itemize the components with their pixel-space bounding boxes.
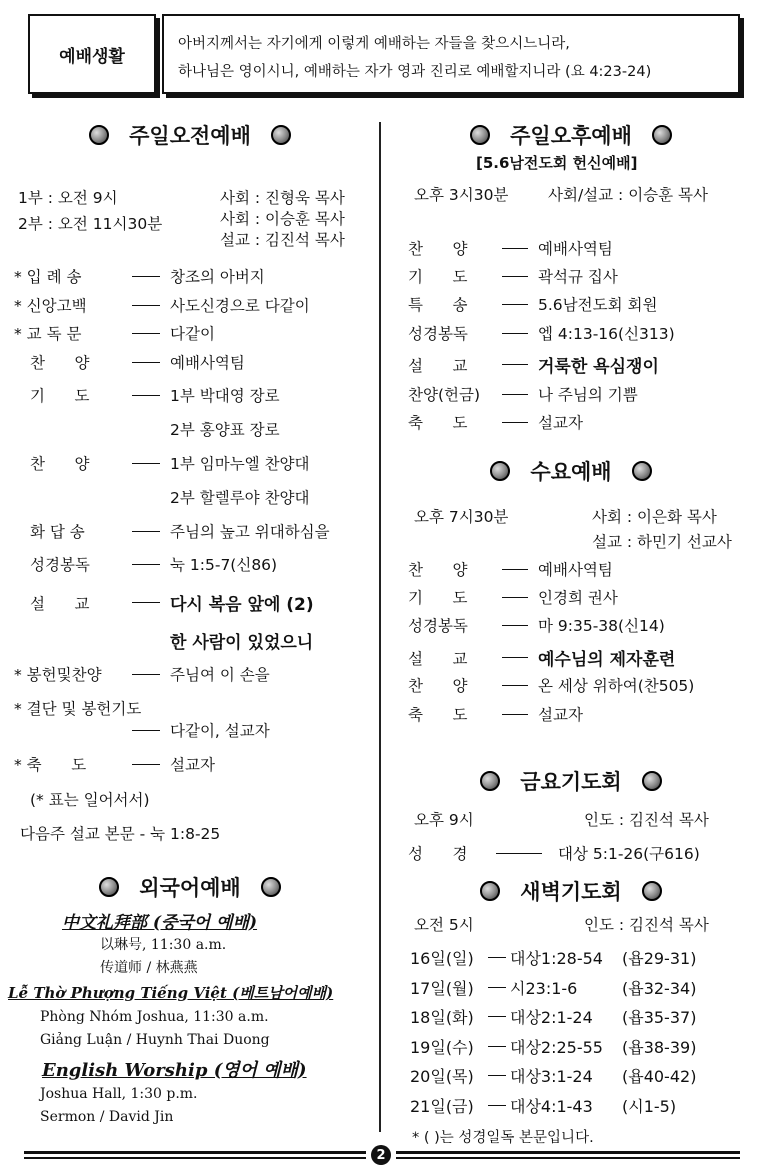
footer-rule-left bbox=[24, 1151, 366, 1159]
header-verse bbox=[162, 14, 740, 94]
dawn-day: 16일(일) bbox=[410, 949, 474, 968]
order-item-label: * 축 도 bbox=[14, 756, 87, 774]
bullet-icon bbox=[490, 461, 510, 481]
order-item-label: 축 도 bbox=[408, 706, 468, 724]
dash-line bbox=[502, 333, 528, 334]
dash-line bbox=[132, 276, 160, 277]
afternoon-title: 주일오후예배 bbox=[382, 120, 760, 150]
bullet-icon bbox=[261, 877, 281, 897]
order-item-label: * 결단 및 봉헌기도 bbox=[14, 700, 142, 718]
order-item-label: 찬 양 bbox=[30, 354, 90, 372]
order-item-value: 곽석규 집사 bbox=[538, 268, 618, 286]
order-item bbox=[30, 452, 310, 474]
order-item bbox=[30, 628, 313, 653]
dash-line bbox=[132, 531, 160, 532]
order-item-label: 기 도 bbox=[30, 387, 90, 405]
dash-line bbox=[502, 569, 528, 570]
order-item-label: 설 교 bbox=[30, 594, 90, 613]
order-item-label: * 봉헌및찬양 bbox=[14, 666, 102, 684]
footer-rule-right bbox=[396, 1151, 740, 1159]
order-item bbox=[408, 645, 675, 670]
friday-time: 오후 9시 bbox=[414, 811, 474, 829]
order-item bbox=[408, 383, 638, 405]
dawn-day: 20일(목) bbox=[410, 1067, 474, 1086]
dash-line bbox=[502, 657, 528, 658]
bullet-icon bbox=[642, 881, 662, 901]
foreign-title: 외국어예배 bbox=[0, 872, 380, 902]
dawn-title: 새벽기도회 bbox=[382, 876, 760, 906]
dash-line bbox=[488, 957, 506, 958]
page-number: 2 bbox=[371, 1145, 391, 1165]
order-item-value: 2부 할렐루야 찬양대 bbox=[170, 489, 310, 507]
order-item-value: 인경희 권사 bbox=[538, 589, 618, 607]
morning-note: (* 표는 일어서서) bbox=[30, 791, 150, 809]
english-line-2: Sermon / David Jin bbox=[40, 1109, 174, 1125]
order-item bbox=[14, 265, 265, 287]
order-item-label: * 교 독 문 bbox=[14, 325, 82, 343]
order-item bbox=[408, 586, 618, 608]
dash-line bbox=[132, 674, 160, 675]
friday-bible-row bbox=[408, 842, 700, 864]
vietnamese-line-2: Giảng Luận / Huynh Thai Duong bbox=[40, 1032, 270, 1048]
column-divider bbox=[379, 122, 381, 1132]
order-item-value: 예수님의 제자훈련 bbox=[538, 650, 676, 670]
morning-title: 주일오전예배 bbox=[0, 120, 380, 150]
dash-line bbox=[502, 685, 528, 686]
dash-line bbox=[502, 364, 528, 365]
dawn-day: 19일(수) bbox=[410, 1037, 474, 1057]
dash-line bbox=[488, 1046, 506, 1047]
dash-line bbox=[488, 1105, 506, 1106]
chinese-line-1: 以琳号, 11:30 a.m. bbox=[100, 937, 227, 953]
order-item-label: 찬양(헌금) bbox=[408, 386, 480, 404]
dawn-day: 17일(월) bbox=[410, 978, 474, 998]
order-item bbox=[408, 558, 613, 580]
afternoon-subtitle: [5.6남전도회 헌신예배] bbox=[476, 154, 638, 172]
morning-time-1: 1부 : 오전 9시 bbox=[18, 189, 118, 207]
morning-role-1: 사회 : 진형욱 목사 bbox=[220, 189, 345, 207]
dawn-day-row bbox=[410, 1064, 696, 1087]
bullet-icon bbox=[632, 461, 652, 481]
english-title: English Worship (영어 예배) bbox=[42, 1060, 307, 1081]
friday-bible-value: 대상 5:1-26(구616) bbox=[558, 845, 700, 863]
dawn-extra: (욥38-39) bbox=[622, 1037, 697, 1057]
order-item bbox=[408, 411, 583, 433]
order-item-label: 찬 양 bbox=[30, 455, 90, 473]
dash-line bbox=[132, 463, 160, 464]
order-item bbox=[30, 719, 270, 741]
order-item bbox=[30, 486, 310, 508]
order-item-value: 거룩한 욕심쟁이 bbox=[538, 357, 659, 377]
order-item-label: 찬 양 bbox=[408, 677, 468, 695]
dawn-day-row bbox=[410, 946, 696, 969]
order-item-value: 창조의 아버지 bbox=[170, 268, 265, 286]
bullet-icon bbox=[480, 771, 500, 791]
order-item bbox=[30, 351, 245, 373]
morning-time-2: 2부 : 오전 11시30분 bbox=[18, 215, 163, 233]
order-item-label: 찬 양 bbox=[408, 561, 468, 579]
order-item-label: 축 도 bbox=[408, 414, 468, 432]
order-item-label: 찬 양 bbox=[408, 240, 468, 258]
bullet-icon bbox=[652, 125, 672, 145]
dash-line bbox=[132, 333, 160, 334]
order-item-value: 다같이, 설교자 bbox=[170, 722, 270, 740]
order-item-label: * 신앙고백 bbox=[14, 297, 87, 315]
order-item-value: 설교자 bbox=[538, 414, 583, 432]
order-item bbox=[30, 418, 280, 440]
dash-line bbox=[502, 394, 528, 395]
order-item-label: * 입 례 송 bbox=[14, 268, 82, 286]
order-item bbox=[30, 520, 330, 542]
order-item bbox=[14, 753, 215, 775]
wednesday-role-1: 사회 : 이은화 목사 bbox=[592, 508, 717, 526]
verse-line-2: 하나님은 영이시니, 예배하는 자가 영과 진리로 예배할지니라 (요 4:23-24) bbox=[178, 64, 652, 80]
dash-line bbox=[502, 597, 528, 598]
dash-line bbox=[132, 764, 160, 765]
order-item bbox=[408, 265, 618, 287]
dawn-extra: (욥35-37) bbox=[622, 1008, 697, 1027]
order-item-value: 1부 박대영 장로 bbox=[170, 387, 280, 405]
afternoon-role: 사회/설교 : 이승훈 목사 bbox=[548, 186, 708, 204]
order-item-value: 다시 복음 앞에 (2) bbox=[170, 595, 314, 615]
bullet-icon bbox=[480, 881, 500, 901]
dash-line bbox=[502, 304, 528, 305]
order-item bbox=[14, 294, 310, 316]
order-item-label: 성경봉독 bbox=[30, 556, 90, 574]
bullet-icon bbox=[89, 125, 109, 145]
dawn-extra: (욥32-34) bbox=[622, 978, 697, 998]
order-item-value: 다같이 bbox=[170, 325, 215, 343]
dash-line bbox=[132, 564, 160, 565]
vietnamese-line-1: Phòng Nhóm Joshua, 11:30 a.m. bbox=[40, 1009, 269, 1025]
order-item bbox=[408, 293, 657, 315]
order-item-value: 눅 1:5-7(신86) bbox=[170, 556, 278, 574]
order-item bbox=[408, 703, 583, 725]
bullet-icon bbox=[642, 771, 662, 791]
bullet-icon bbox=[271, 125, 291, 145]
dawn-day-row bbox=[410, 1094, 676, 1117]
friday-title: 금요기도회 bbox=[382, 766, 760, 796]
dash-line bbox=[502, 714, 528, 715]
order-item-value: 마 9:35-38(신14) bbox=[538, 617, 665, 635]
order-item-value: 예배사역팀 bbox=[538, 561, 613, 579]
order-item-label: 성경봉독 bbox=[408, 325, 468, 343]
verse-line-1: 아버지께서는 자기에게 이렇게 예배하는 자들을 찾으시느니라, bbox=[178, 36, 570, 52]
order-item bbox=[408, 614, 665, 636]
dawn-extra: (시1-5) bbox=[622, 1096, 677, 1116]
order-item-value: 나 주님의 기쁨 bbox=[538, 386, 638, 404]
dawn-reading: 대상2:1-24 bbox=[510, 1008, 593, 1027]
order-item bbox=[30, 384, 280, 406]
dash-line bbox=[488, 987, 506, 988]
dawn-day: 21일(금) bbox=[410, 1096, 474, 1116]
order-item-value: 2부 홍양표 장로 bbox=[170, 421, 280, 439]
order-item-value: 주님의 높고 위대하심을 bbox=[170, 523, 330, 541]
dash-line bbox=[132, 730, 160, 731]
order-item bbox=[408, 237, 613, 259]
dawn-leader: 인도 : 김진석 목사 bbox=[584, 916, 709, 934]
afternoon-time: 오후 3시30분 bbox=[414, 186, 509, 204]
chinese-title: 中文礼拜部 (중국어 예배) bbox=[62, 913, 258, 933]
dash-line bbox=[132, 395, 160, 396]
bullet-icon bbox=[99, 877, 119, 897]
order-item-label: 기 도 bbox=[408, 589, 468, 607]
order-item-value: 사도신경으로 다같이 bbox=[170, 297, 310, 315]
wednesday-title: 수요예배 bbox=[382, 456, 760, 486]
order-item bbox=[30, 590, 314, 615]
dawn-extra: (욥29-31) bbox=[622, 949, 697, 968]
order-item bbox=[14, 697, 141, 719]
dash-line bbox=[488, 1016, 506, 1017]
order-item-value: 예배사역팀 bbox=[170, 354, 245, 372]
order-item-value: 설교자 bbox=[538, 706, 583, 724]
friday-leader: 인도 : 김진석 목사 bbox=[584, 811, 709, 829]
dawn-reading: 대상2:25-55 bbox=[510, 1037, 603, 1057]
dawn-note: * ( )는 성경일독 본문입니다. bbox=[412, 1130, 594, 1146]
order-item-label: 설 교 bbox=[408, 649, 468, 668]
order-item-label: 특 송 bbox=[408, 296, 468, 314]
order-item bbox=[408, 674, 694, 696]
morning-role-3: 설교 : 김진석 목사 bbox=[220, 231, 345, 249]
order-item-label: 성경봉독 bbox=[408, 617, 468, 635]
order-item-value: 엡 4:13-16(신313) bbox=[538, 325, 675, 343]
bullet-icon bbox=[470, 125, 490, 145]
order-item-value: 주님여 이 손을 bbox=[170, 666, 270, 684]
dawn-time: 오전 5시 bbox=[414, 916, 474, 934]
order-item-value: 설교자 bbox=[170, 756, 215, 774]
dash-line bbox=[502, 422, 528, 423]
order-item-value: 1부 임마누엘 찬양대 bbox=[170, 455, 310, 473]
dawn-day: 18일(화) bbox=[410, 1008, 474, 1027]
dawn-reading: 대상1:28-54 bbox=[510, 949, 603, 968]
order-item bbox=[408, 322, 675, 344]
order-item-label: 기 도 bbox=[408, 268, 468, 286]
dawn-day-row bbox=[410, 976, 696, 999]
dash-line bbox=[502, 625, 528, 626]
order-item bbox=[14, 663, 270, 685]
dawn-reading: 시23:1-6 bbox=[510, 978, 578, 998]
wednesday-role-2: 설교 : 하민기 선교사 bbox=[592, 533, 732, 551]
order-item-value: 예배사역팀 bbox=[538, 240, 613, 258]
vietnamese-title: Lễ Thờ Phượng Tiếng Việt (베트남어예배) bbox=[8, 984, 334, 1002]
header-label: 예배생활 bbox=[28, 14, 156, 94]
order-item-value: 한 사람이 있었으니 bbox=[170, 633, 314, 653]
friday-bible-label: 성 경 bbox=[408, 845, 468, 863]
dawn-day-row bbox=[410, 1035, 696, 1058]
chinese-line-2: 传道师 / 林燕燕 bbox=[100, 960, 198, 976]
next-sermon: 다음주 설교 본문 - 눅 1:8-25 bbox=[20, 825, 221, 843]
order-item-label: 설 교 bbox=[408, 356, 468, 375]
order-item-value: 온 세상 위하여(찬505) bbox=[538, 677, 695, 695]
dash-line bbox=[132, 362, 160, 363]
dash-line bbox=[496, 853, 542, 854]
order-item-value: 5.6남전도회 회원 bbox=[538, 296, 658, 314]
order-item bbox=[30, 553, 277, 575]
dawn-extra: (욥40-42) bbox=[622, 1067, 697, 1086]
morning-role-2: 사회 : 이승훈 목사 bbox=[220, 210, 345, 228]
dash-line bbox=[488, 1075, 506, 1076]
order-item bbox=[14, 322, 215, 344]
order-item-label: 화 답 송 bbox=[30, 523, 85, 541]
dawn-reading: 대상4:1-43 bbox=[510, 1096, 593, 1116]
dawn-day-row bbox=[410, 1005, 696, 1028]
dash-line bbox=[502, 276, 528, 277]
dash-line bbox=[502, 248, 528, 249]
wednesday-time: 오후 7시30분 bbox=[414, 508, 509, 526]
dawn-reading: 대상3:1-24 bbox=[510, 1067, 593, 1086]
dash-line bbox=[132, 602, 160, 603]
dash-line bbox=[132, 305, 160, 306]
order-item bbox=[408, 352, 659, 377]
english-line-1: Joshua Hall, 1:30 p.m. bbox=[40, 1086, 198, 1102]
